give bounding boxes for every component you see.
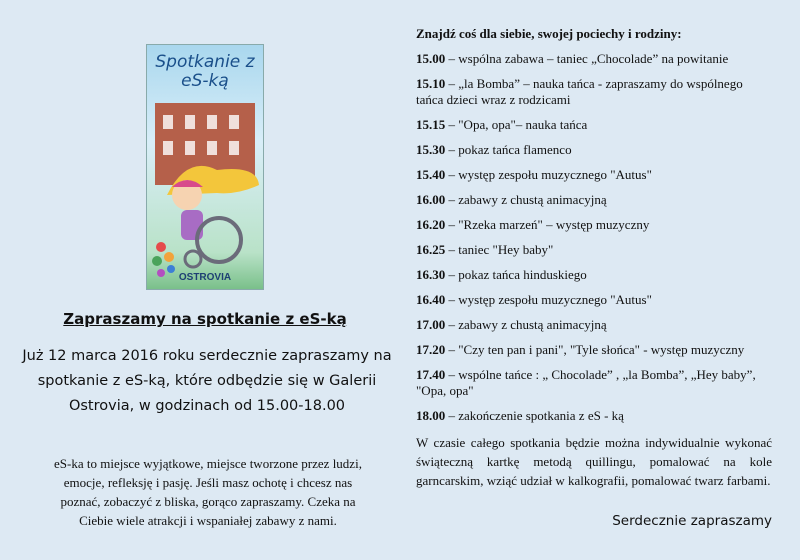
program-activity: – występ zespołu muzycznego "Autus" [445, 167, 652, 182]
program-time: 16.20 [416, 217, 446, 232]
program-item [416, 142, 772, 158]
poster-illustration [147, 45, 263, 289]
program-time: 15.40 [416, 167, 446, 182]
program-heading: Znajdź coś dla siebie, swojej pociechy i rodziny: [416, 26, 682, 41]
program-item [416, 317, 772, 333]
program-item [416, 267, 772, 283]
program-item [416, 51, 772, 67]
program-time: 18.00 [416, 408, 446, 423]
program-time: 17.00 [416, 317, 446, 332]
program-activity: – zabawy z chustą animacyjną [445, 317, 607, 332]
program-item [416, 408, 772, 424]
description-text: eS-ka to miejsce wyjątkowe, miejsce tworzone przez ludzi, emocje, refleksję i pasję. Jeśli masz ochotę i chcesz nas poznać, zobaczyć z bliska, gorąco zapraszamy. Czeka na Ciebie wiele atrakcji i wspaniałej zabawy z nami. [54, 456, 362, 528]
program-activity: – wspólne tańce : „ Chocolade” , „la Bomba”, „Hey baby”, "Opa, opa" [416, 367, 756, 398]
program-activity: – pokaz tańca hinduskiego [445, 267, 587, 282]
invitation-text: Już 12 marca 2016 roku serdecznie zapraszamy na spotkanie z eS-ką, które odbędzie się w Galerii Ostrovia, w godzinach od 15.00-18.00 [22, 348, 392, 414]
program-item [416, 217, 772, 233]
program-activity: – "Czy ten pan i pani", "Tyle słońca" - występ muzyczny [445, 342, 745, 357]
program-activity: – występ zespołu muzycznego "Autus" [445, 292, 652, 307]
poster-title: Spotkanie z eS-ką [155, 52, 255, 91]
program-time: 15.30 [416, 142, 446, 157]
program-activity: – wspólna zabawa – taniec „Chocolade” na powitanie [445, 51, 729, 66]
program-time: 17.20 [416, 342, 446, 357]
program-time: 16.25 [416, 242, 446, 257]
poster-brand: OSTROVIA [178, 272, 232, 283]
program-item [416, 292, 772, 308]
program-activity: – zakończenie spotkania z eS - ką [445, 408, 624, 423]
invitation-title: Zapraszamy na spotkanie z eS-ką [63, 310, 347, 328]
signoff-text: Serdecznie zapraszamy [612, 513, 772, 529]
program-activity: – "Rzeka marzeń" – występ muzyczny [445, 217, 650, 232]
program-time: 15.00 [416, 51, 446, 66]
program-time: 16.30 [416, 267, 446, 282]
program-item [416, 192, 772, 208]
program-time: 16.00 [416, 192, 446, 207]
program-time: 16.40 [416, 292, 446, 307]
program-item [416, 342, 772, 358]
program-time: 15.15 [416, 117, 446, 132]
program-activity: – taniec "Hey baby" [445, 242, 554, 257]
program-activity: – „la Bomba” – nauka tańca - zapraszamy do wspólnego tańca dzieci wraz z rodzicami [416, 76, 743, 107]
poster-image [146, 44, 264, 290]
program-item [416, 167, 772, 183]
program-activity: – "Opa, opa"– nauka tańca [445, 117, 588, 132]
program-time: 17.40 [416, 367, 446, 382]
program-item [416, 117, 772, 133]
program-section [416, 26, 772, 490]
program-activity: – pokaz tańca flamenco [445, 142, 572, 157]
program-item [416, 76, 772, 108]
program-note: W czasie całego spotkania będzie można indywidualnie wykonać świąteczną kartkę metodą quillingu, pomalować na kole garncarskim, wziąć udział w kalkografii, pomalować twarz farbami. [416, 435, 772, 488]
program-time: 15.10 [416, 76, 446, 91]
program-activity: – zabawy z chustą animacyjną [445, 192, 607, 207]
program-item [416, 242, 772, 258]
program-item [416, 367, 772, 399]
